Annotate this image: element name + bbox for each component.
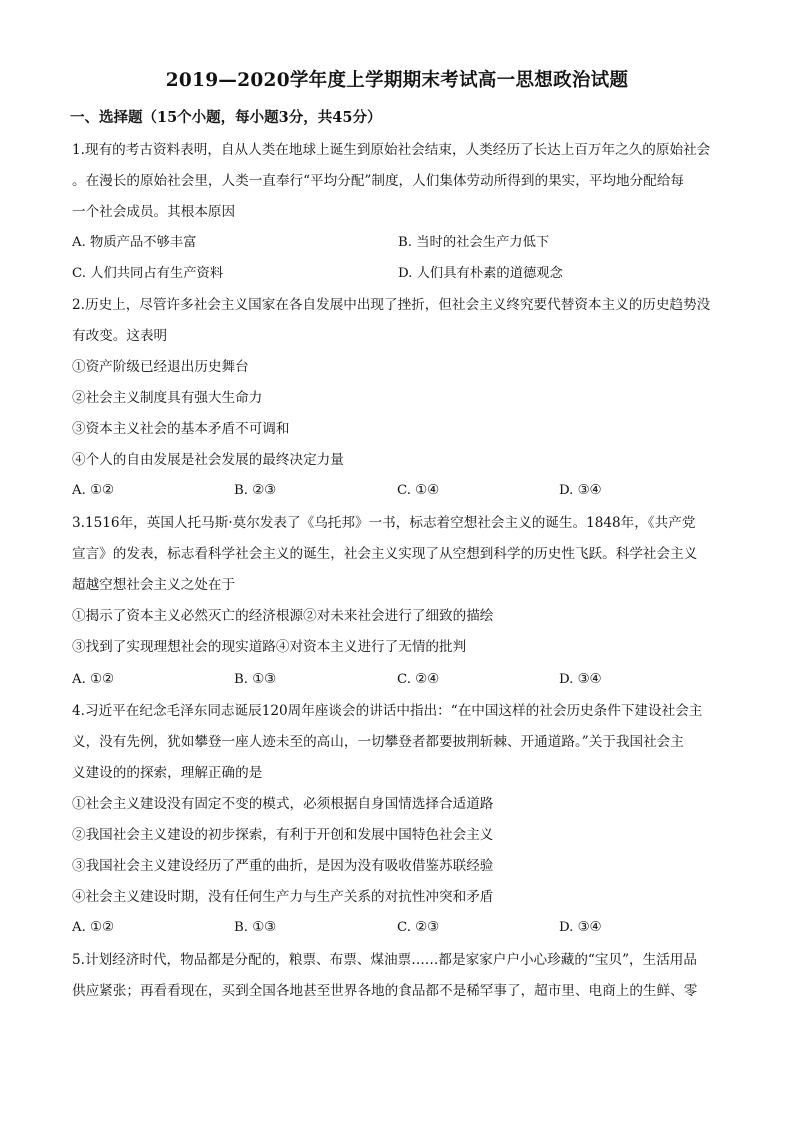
q4-line-4: ①社会主义建设没有固定不变的模式，必须根据自身国情选择合适道路 [72,796,494,812]
q2-line-6: ④个人的自由发展是社会发展的最终决定力量 [72,452,344,468]
q1-option-d: D. 人们具有朴素的道德观念 [398,266,563,281]
q3-option-d: D. ③④ [559,672,602,687]
q4-line-3: 义建设的的探索，理解正确的是 [72,765,263,781]
section-heading: 一、选择题（15个小题，每小题3分，共45分） [70,109,382,126]
q1-option-a: A. 物质产品不够丰富 [72,235,197,250]
q2-line-4: ②社会主义制度具有强大生命力 [72,390,263,406]
q3-line-3: 超越空想社会主义之处在于 [72,577,236,593]
q2-option-c: C. ①④ [397,483,439,498]
q3-line-1: 3.1516年，英国人托马斯·莫尔发表了《乌托邦》一书，标志着空想社会主义的诞生。1848年，《共产党 [72,515,696,531]
q1-line-3: 一个社会成员。其根本原因 [72,204,236,220]
q1-option-b: B. 当时的社会生产力低下 [398,235,550,250]
q1-option-c: C. 人们共同占有生产资料 [72,266,224,281]
q2-option-a: A. ①② [72,483,114,498]
q1-line-2: 。在漫长的原始社会里，人类一直奉行“平均分配”制度，人们集体劳动所得到的果实，平均地分配给每 [72,173,685,189]
q2-option-d: D. ③④ [559,483,602,498]
q4-line-7: ④社会主义建设时期，没有任何生产力与生产关系的对抗性冲突和矛盾 [72,889,494,905]
q3-option-c: C. ②④ [397,672,439,687]
q4-option-d: D. ③④ [559,920,602,935]
q3-line-2: 宣言》的发表，标志看科学社会主义的诞生，社会主义实现了从空想到科学的历史性飞跃。科学社会主义 [72,546,698,562]
q3-line-5: ③找到了实现理想社会的现实道路④对资本主义进行了无情的批判 [72,639,467,655]
q4-option-a: A. ①② [72,920,114,935]
q4-option-b: B. ①③ [234,920,277,935]
q4-line-2: 义，没有先例，犹如攀登一座人迹未至的高山，一切攀登者都要披荆斩棘、开通道路。”关于我国社会主 [72,734,684,750]
q3-option-a: A. ①② [72,672,114,687]
q2-line-5: ③资本主义社会的基本矛盾不可调和 [72,421,290,437]
q4-line-1: 4.习近平在纪念毛泽东同志诞辰120周年座谈会的讲话中指出：“在中国这样的社会历史条件下建设社会主 [72,703,703,719]
q2-line-1: 2.历史上，尽管许多社会主义国家在各自发展中出现了挫折，但社会主义终究要代替资本主义的历史趋势没 [72,297,711,313]
q2-line-3: ①资产阶级已经退出历史舞台 [72,359,249,375]
q3-option-b: B. ①③ [234,672,277,687]
q4-line-5: ②我国社会主义建设的初步探索，有利于开创和发展中国特色社会主义 [72,827,494,843]
q3-line-4: ①揭示了资本主义必然灭亡的经济根源②对未来社会进行了细致的描绘 [72,608,494,624]
exam-title: 2019—2020学年度上学期期末考试高一思想政治试题 [165,70,629,91]
q4-option-c: C. ②③ [397,920,439,935]
q2-option-b: B. ②③ [234,483,277,498]
q5-line-2: 供应紧张；再看看现在，买到全国各地甚至世界各地的食品都不是稀罕事了，超市里、电商上的生鲜、零 [72,983,698,999]
q1-line-1: 1.现有的考古资料表明，自从人类在地球上诞生到原始社会结束，人类经历了长达上百万年之久的原始社会 [72,142,711,158]
q4-line-6: ③我国社会主义建设经历了严重的曲折，是因为没有吸收借鉴苏联经验 [72,858,494,874]
q5-line-1: 5.计划经济时代，物品都是分配的，粮票、布票、煤油票……都是家家户户小心珍藏的“宝贝”，生活用品 [72,952,697,968]
q2-line-2: 有改变。这表明 [72,328,168,344]
